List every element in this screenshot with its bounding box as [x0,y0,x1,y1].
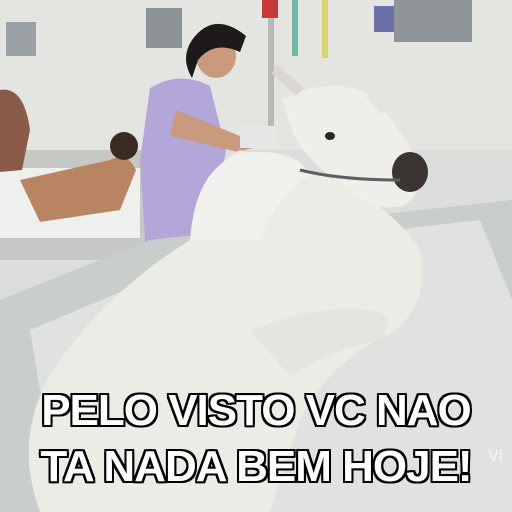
wall-panel-left [6,22,36,56]
wall-socket [262,0,278,18]
wall-panel [146,8,182,48]
meme-caption-line-1: PELO VISTO VC NAO [41,386,471,435]
watermark: Vi [488,448,503,465]
gas-pipe-2 [322,0,328,58]
nurse-glove [240,126,276,148]
bull-eye [325,132,335,140]
wall-frame [394,0,472,42]
wall-box [374,6,396,32]
gas-pipe [292,0,298,56]
bull-muzzle [392,152,428,192]
patient-head [110,132,138,160]
meme-caption-line-2: TA NADA BEM HOJE! [40,442,472,491]
